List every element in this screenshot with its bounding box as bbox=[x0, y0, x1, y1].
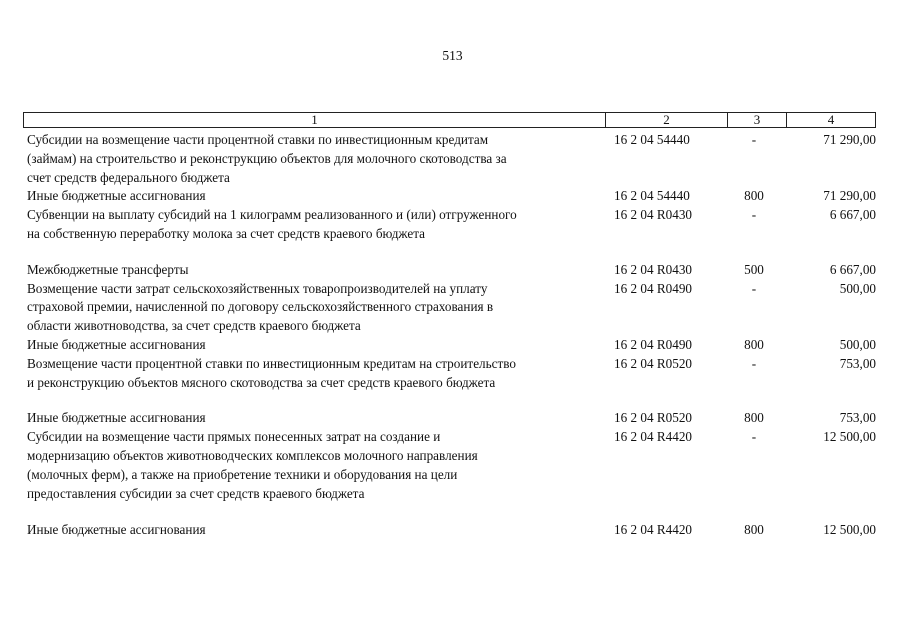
table-row bbox=[23, 521, 876, 540]
row-amount: 500,00 bbox=[839, 280, 876, 296]
table-body bbox=[23, 131, 876, 540]
row-description: Возмещение части затрат сельскохозяйственных товаропроизводителей на уплату страховой премии, начисленной по договору сельскохозяйственного страхования в области животноводства, за счет средств краевого бюджета bbox=[27, 280, 494, 334]
row-description: Субвенции на выплату субсидий на 1 килограмм реализованного и (или) отгруженного на собственную переработку молока за счет средств краевого бюджета bbox=[27, 207, 517, 241]
row-description: Иные бюджетные ассигнования bbox=[27, 410, 206, 426]
row-expense-type: - bbox=[751, 429, 757, 445]
header-col-2: 2 bbox=[606, 113, 728, 127]
row-expense-type: 500 bbox=[744, 261, 764, 277]
table-row bbox=[23, 187, 876, 206]
row-expense-type: 800 bbox=[744, 336, 764, 352]
row-description: Возмещение части процентной ставки по инвестиционным кредитам на строительство и реконструкцию объектов мясного скотоводства за счет средств краевого бюджета bbox=[27, 355, 516, 390]
row-amount: 6 667,00 bbox=[829, 207, 876, 223]
row-spacer bbox=[23, 244, 876, 261]
row-amount: 753,00 bbox=[839, 410, 876, 426]
table-row bbox=[23, 261, 876, 280]
row-amount: 71 290,00 bbox=[823, 132, 876, 147]
row-amount: 6 667,00 bbox=[829, 261, 876, 277]
row-description: Субсидии на возмещение части процентной ставки по инвестиционным кредитам (займам) на строительство и реконструкцию объектов для молочного скотоводства за счет средств федерального бюджета bbox=[27, 132, 507, 185]
row-expense-type: - bbox=[751, 355, 757, 371]
table-row bbox=[23, 131, 876, 187]
header-col-3: 3 bbox=[728, 113, 787, 127]
row-code: 16 2 04 R0430 bbox=[614, 207, 693, 223]
row-code: 16 2 04 R0490 bbox=[614, 336, 693, 352]
row-spacer bbox=[23, 392, 876, 409]
row-description: Субсидии на возмещение части прямых понесенных затрат на создание и модернизацию объектов животноводческих комплексов молочного направления (молочных ферм), а также на приобретение техники и оборудования на цели предоставления субсидии за счет средств краевого бюджета bbox=[27, 429, 478, 501]
table-row bbox=[23, 336, 876, 355]
row-expense-type: 800 bbox=[744, 522, 764, 538]
row-amount: 500,00 bbox=[839, 336, 876, 352]
row-code: 16 2 04 54440 bbox=[614, 188, 690, 204]
row-expense-type: - bbox=[751, 132, 757, 147]
row-code: 16 2 04 R4420 bbox=[614, 522, 693, 538]
table-row bbox=[23, 280, 876, 336]
table-row bbox=[23, 409, 876, 428]
table-header bbox=[23, 112, 876, 128]
row-description: Иные бюджетные ассигнования bbox=[27, 188, 206, 204]
row-expense-type: 800 bbox=[744, 410, 764, 426]
row-amount: 12 500,00 bbox=[823, 429, 876, 445]
row-code: 16 2 04 R0520 bbox=[614, 410, 693, 426]
table-row bbox=[23, 355, 876, 393]
row-code: 16 2 04 R0520 bbox=[614, 355, 693, 371]
table-row bbox=[23, 428, 876, 503]
row-expense-type: - bbox=[751, 280, 757, 296]
row-description: Иные бюджетные ассигнования bbox=[27, 336, 206, 352]
header-col-1: 1 bbox=[24, 113, 606, 127]
table-row bbox=[23, 206, 876, 244]
header-col-4: 4 bbox=[827, 112, 835, 127]
row-expense-type: - bbox=[751, 207, 757, 223]
row-description: Иные бюджетные ассигнования bbox=[27, 522, 206, 538]
row-code: 16 2 04 R0490 bbox=[614, 280, 693, 296]
row-code: 16 2 04 R4420 bbox=[614, 429, 693, 445]
row-code: 16 2 04 R0430 bbox=[614, 261, 693, 277]
row-amount: 71 290,00 bbox=[823, 188, 876, 204]
row-amount: 12 500,00 bbox=[823, 522, 876, 538]
row-expense-type: 800 bbox=[744, 188, 764, 204]
row-code: 16 2 04 54440 bbox=[614, 132, 690, 147]
page-number: 513 bbox=[442, 48, 463, 63]
row-description: Межбюджетные трансферты bbox=[27, 261, 189, 277]
row-spacer bbox=[23, 503, 876, 521]
row-amount: 753,00 bbox=[839, 355, 876, 371]
